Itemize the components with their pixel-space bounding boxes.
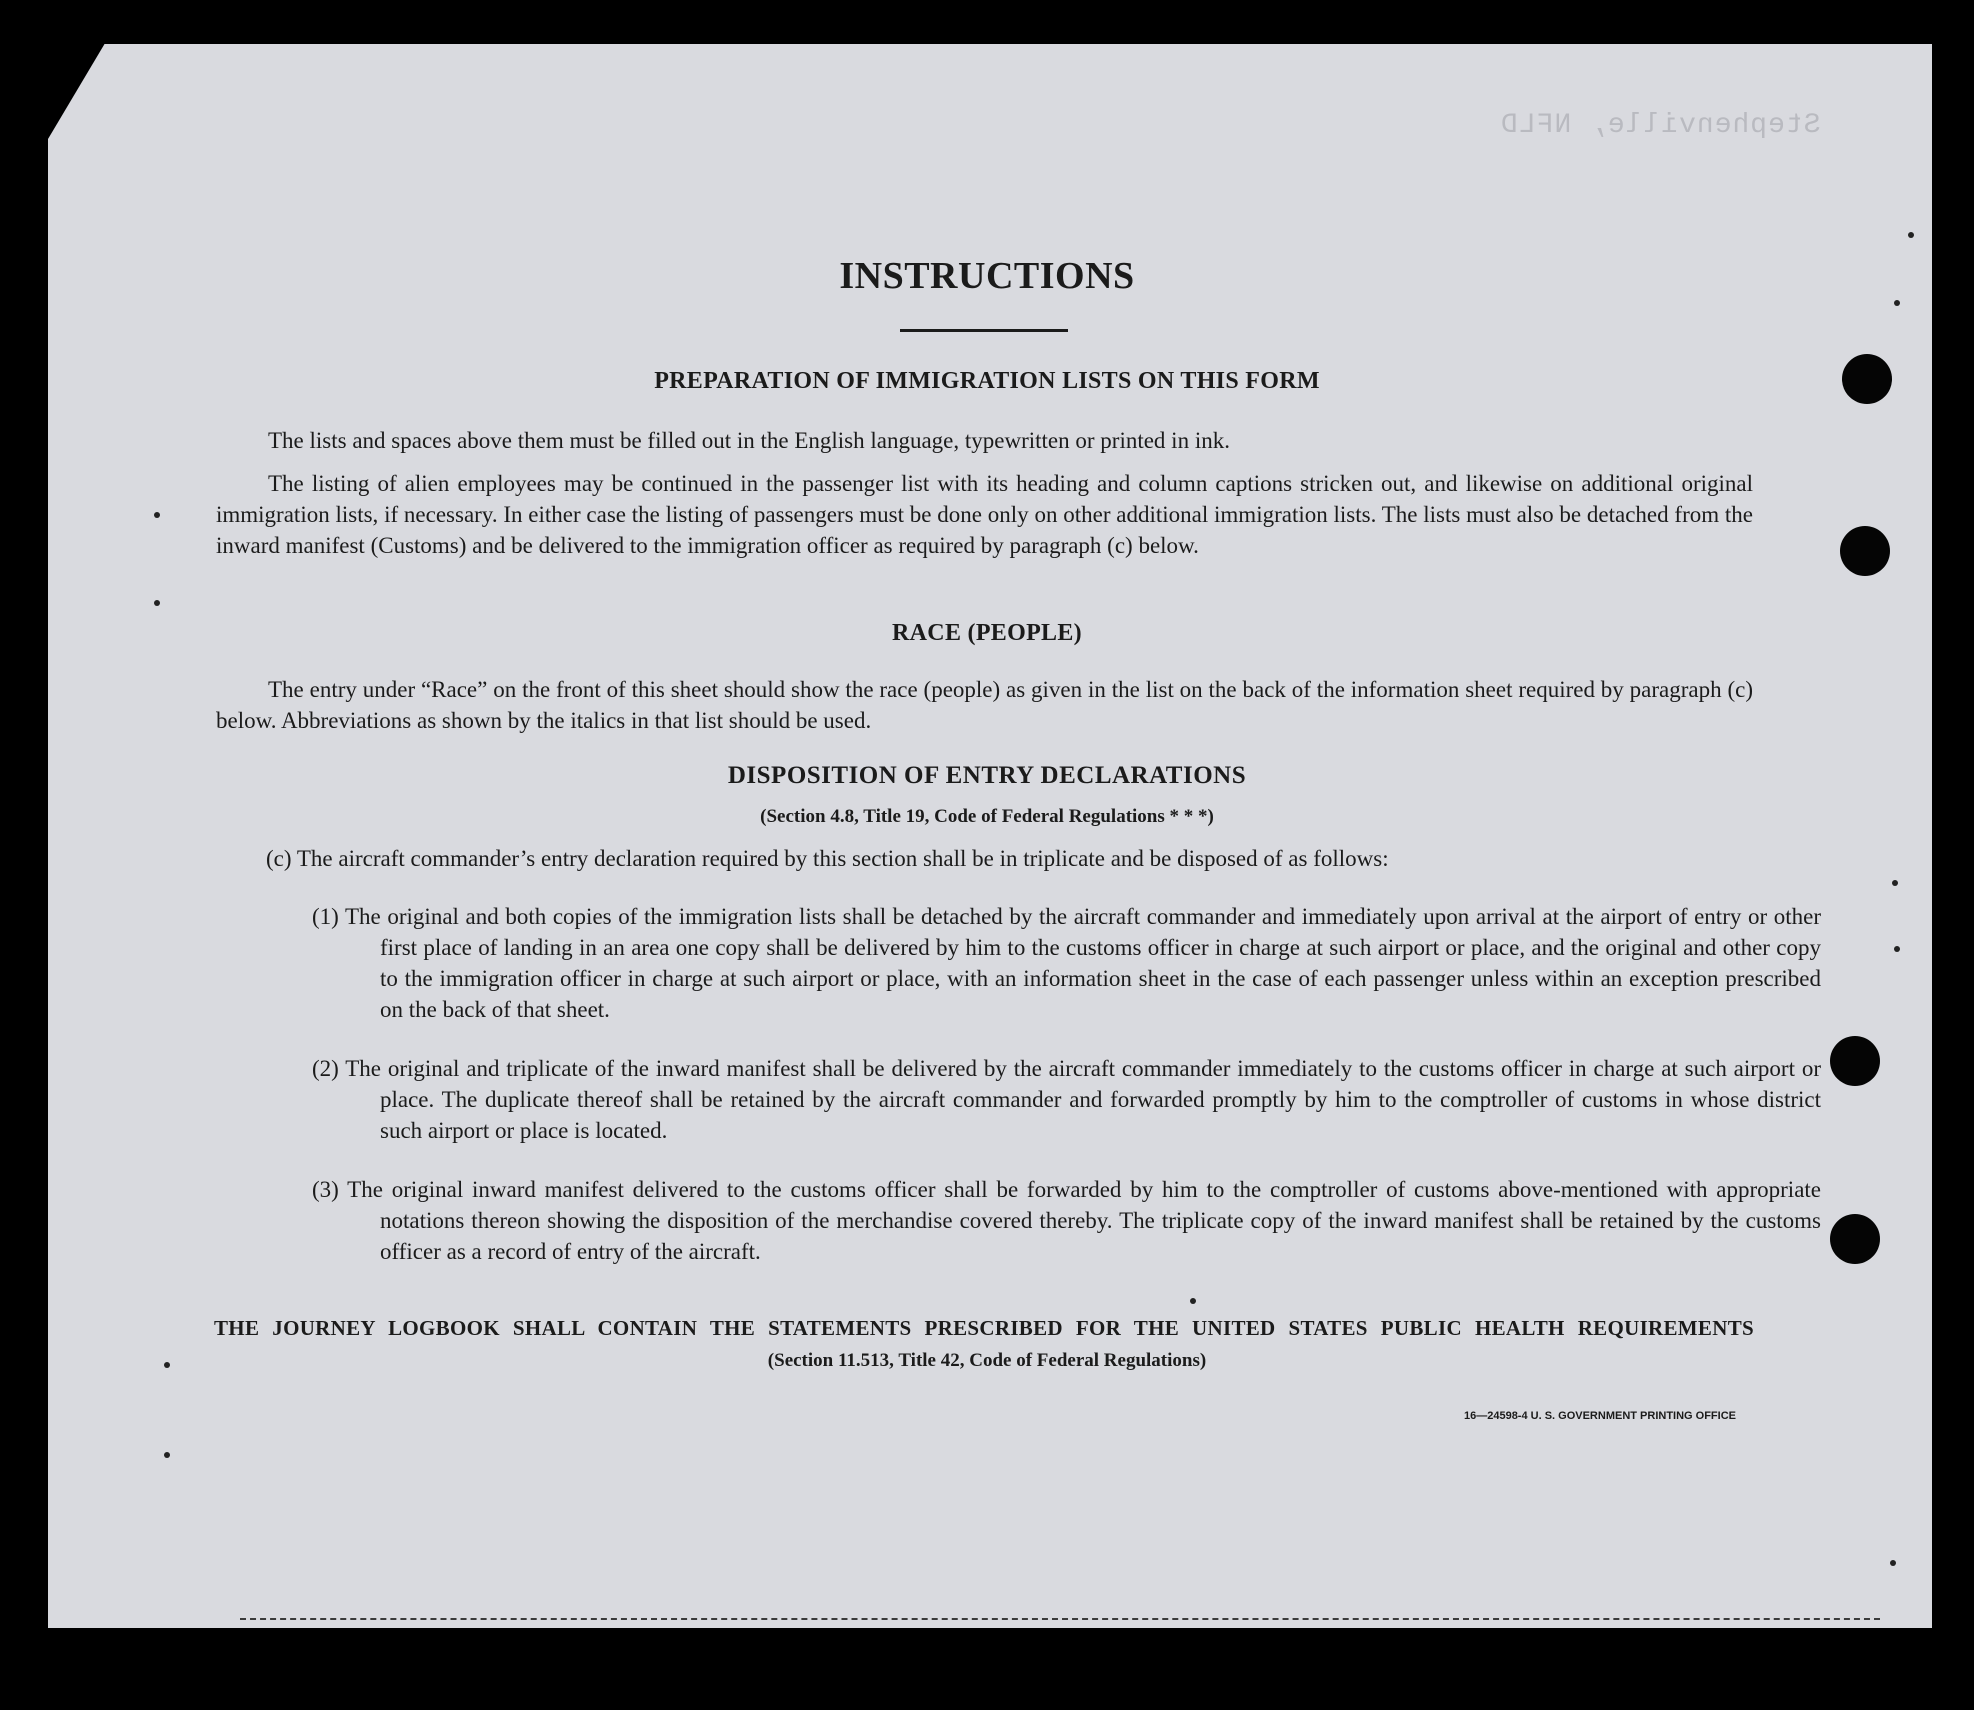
speck [164,1452,170,1458]
clause-c: (c) The aircraft commander’s entry declaration required by this section shall be in triplicate and be disposed of as follows: [266,846,1389,871]
speck [154,600,160,606]
binder-hole [1840,526,1890,576]
disposition-heading: DISPOSITION OF ENTRY DECLARATIONS [727,762,1247,789]
clause-item-3: (3) The original inward manifest delivered to the customs officer shall be forwarded by him to the comptroller of customs above-mentioned with appropriate notations thereon showing the disposition of the merchandise covered thereby. The triplicate copy of the inward manifest shall be retained by the customs officer as a record of entry of the aircraft. [312,1177,1821,1264]
preparation-paragraph-2: The listing of alien employees may be continued in the passenger list with its heading and column captions stricken out, and likewise on additional original immigration lists, if necessary. In either case the listing of passengers must be done only on other additional immigration lists. The lists must also be detached from the inward manifest (Customs) and be delivered to the immigration officer as required by paragraph (c) below. [216,471,1753,558]
preparation-paragraph-1: The lists and spaces above them must be filled out in the English language, typewritten or printed in ink. [268,428,1230,453]
logbook-statement: THE JOURNEY LOGBOOK SHALL CONTAIN THE STATEMENTS PRESCRIBED FOR THE UNITED STATES PUBLIC HEALTH REQUIREMENTS [214,1316,1754,1340]
speck [1894,300,1900,306]
race-heading: RACE (PEOPLE) [892,620,1082,646]
speck [1190,1298,1196,1304]
perforation-line [240,1618,1880,1620]
speck [154,512,160,518]
speck [1894,946,1900,952]
clause-item-2: (2) The original and triplicate of the inward manifest shall be delivered by the aircraft commander immediately to the customs officer in charge at such airport or place. The duplicate thereof shall be retained by the aircraft commander and forwarded promptly by him to the comptroller of customs in whose district such airport or place is located. [312,1056,1821,1143]
binder-hole [1830,1036,1880,1086]
speck [1908,232,1914,238]
title-underline [900,329,1068,332]
preparation-heading: PREPARATION OF IMMIGRATION LISTS ON THIS FORM [654,368,1320,394]
disposition-citation: (Section 4.8, Title 19, Code of Federal Regulations * * *) [760,806,1214,827]
binder-hole [1830,1214,1880,1264]
clause-item-1: (1) The original and both copies of the immigration lists shall be detached by the aircraft commander and immediately upon arrival at the airport of entry or other first place of landing in an area one copy shall be delivered by him to the customs officer in charge at such airport or place, and the original and other copy to the immigration officer in charge at such airport or place, with an information sheet in the case of each passenger unless within an exception prescribed on the back of that sheet. [312,904,1821,1022]
speck [1892,880,1898,886]
logbook-citation: (Section 11.513, Title 42, Code of Federal Regulations) [767,1350,1207,1371]
speck [1890,1560,1896,1566]
bleed-through-text: Stephenville, NFLD [1500,110,1821,141]
printer-imprint: 16—24598-4 U. S. GOVERNMENT PRINTING OFFICE [1463,1410,1736,1422]
page-title: INSTRUCTIONS [839,255,1135,297]
race-paragraph: The entry under “Race” on the front of this sheet should show the race (people) as given in the list on the back of the information sheet required by paragraph (c) below. Abbreviations as shown by the italics in that list should be used. [216,677,1753,733]
